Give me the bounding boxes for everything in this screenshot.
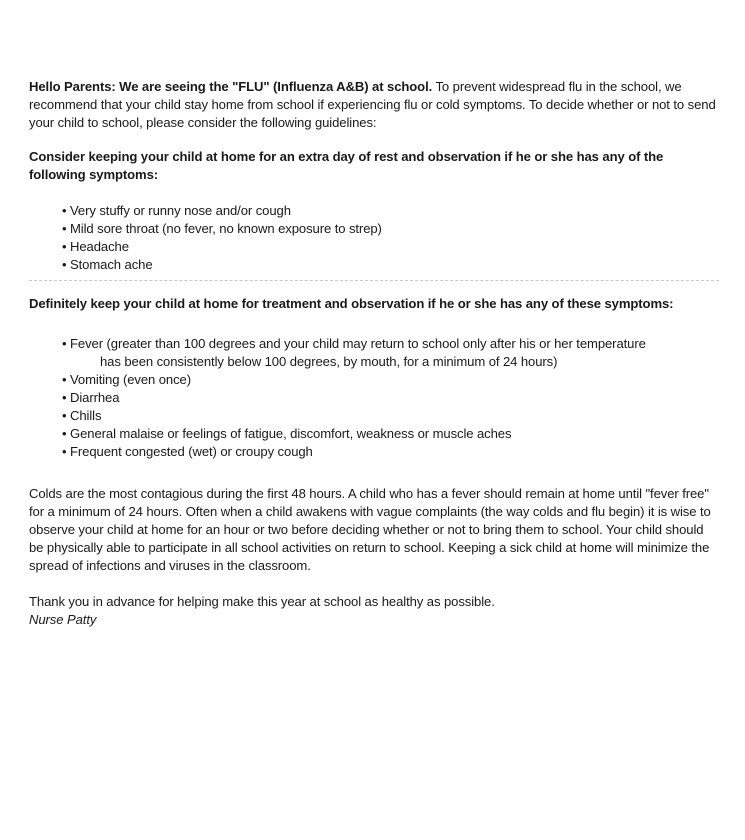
bullet-icon: • — [62, 239, 67, 254]
intro-greeting: Hello Parents: We are seeing the "FLU" (Influenza A&B) at school. — [29, 79, 433, 94]
section1-heading: Consider keeping your child at home for an extra day of rest and observation if he or she has any of the following symptoms: — [29, 149, 664, 182]
serious-symptoms-list — [29, 335, 719, 461]
bullet-icon: • — [62, 408, 67, 423]
list-item — [62, 407, 719, 425]
signature: Nurse Patty — [29, 612, 97, 627]
bullet-icon: • — [62, 203, 67, 218]
closing-paragraph: Colds are the most contagious during the first 48 hours. A child who has a fever should remain at home until "fever free" for a minimum of 24 hours. Often when a child awakens with vague complaints (the way colds and flu begin) it is wise to observe your child at home for an hour or two before deciding whether or not to bring them to school. Your child should be physically able to participate in all school activities on return to school. Keeping a sick child at home will minimize the spread of infections and viruses in the classroom. — [29, 486, 711, 573]
thank-you-line: Thank you in advance for helping make this year at school as healthy as possible. — [29, 594, 495, 609]
bullet-icon: • — [62, 221, 67, 236]
bullet-icon: • — [62, 426, 67, 441]
list-item — [62, 202, 719, 220]
intro-paragraph — [29, 78, 719, 132]
list-item — [62, 389, 719, 407]
section2-heading: Definitely keep your child at home for treatment and observation if he or she has any of these symptoms: — [29, 296, 674, 311]
list-item-text: Diarrhea — [70, 390, 120, 405]
list-item — [62, 335, 719, 371]
list-item-text: Chills — [70, 408, 102, 423]
list-item-text: Stomach ache — [70, 257, 153, 272]
list-item-text: Frequent congested (wet) or croupy cough — [70, 444, 313, 459]
mild-symptoms-list — [29, 202, 719, 274]
list-item — [62, 425, 719, 443]
list-item-text: General malaise or feelings of fatigue, discomfort, weakness or muscle aches — [70, 426, 512, 441]
list-item — [62, 371, 719, 389]
list-item-continuation: has been consistently below 100 degrees, by mouth, for a minimum of 24 hours) — [100, 354, 558, 369]
list-item-text: Very stuffy or runny nose and/or cough — [70, 203, 291, 218]
bullet-icon: • — [62, 372, 67, 387]
list-item-text: Headache — [70, 239, 129, 254]
list-item — [62, 256, 719, 274]
list-item-text: Fever (greater than 100 degrees and your child may return to school only after his or her temperature — [70, 336, 646, 351]
intro-text: To prevent widespread flu in the school, we recommend that your child stay home from school if experiencing flu or cold symptoms. To decide whether or not to send your child to school, please consider the following guidelines: — [29, 79, 716, 130]
list-item — [62, 220, 719, 238]
bullet-icon: • — [62, 444, 67, 459]
bullet-icon: • — [62, 390, 67, 405]
bullet-icon: • — [62, 336, 67, 351]
list-item — [62, 238, 719, 256]
bullet-icon: • — [62, 257, 67, 272]
list-item-text: Mild sore throat (no fever, no known exposure to strep) — [70, 221, 382, 236]
list-item — [62, 443, 719, 461]
scan-divider — [29, 280, 719, 281]
letter-body — [29, 78, 719, 629]
list-item-text: Vomiting (even once) — [70, 372, 192, 387]
